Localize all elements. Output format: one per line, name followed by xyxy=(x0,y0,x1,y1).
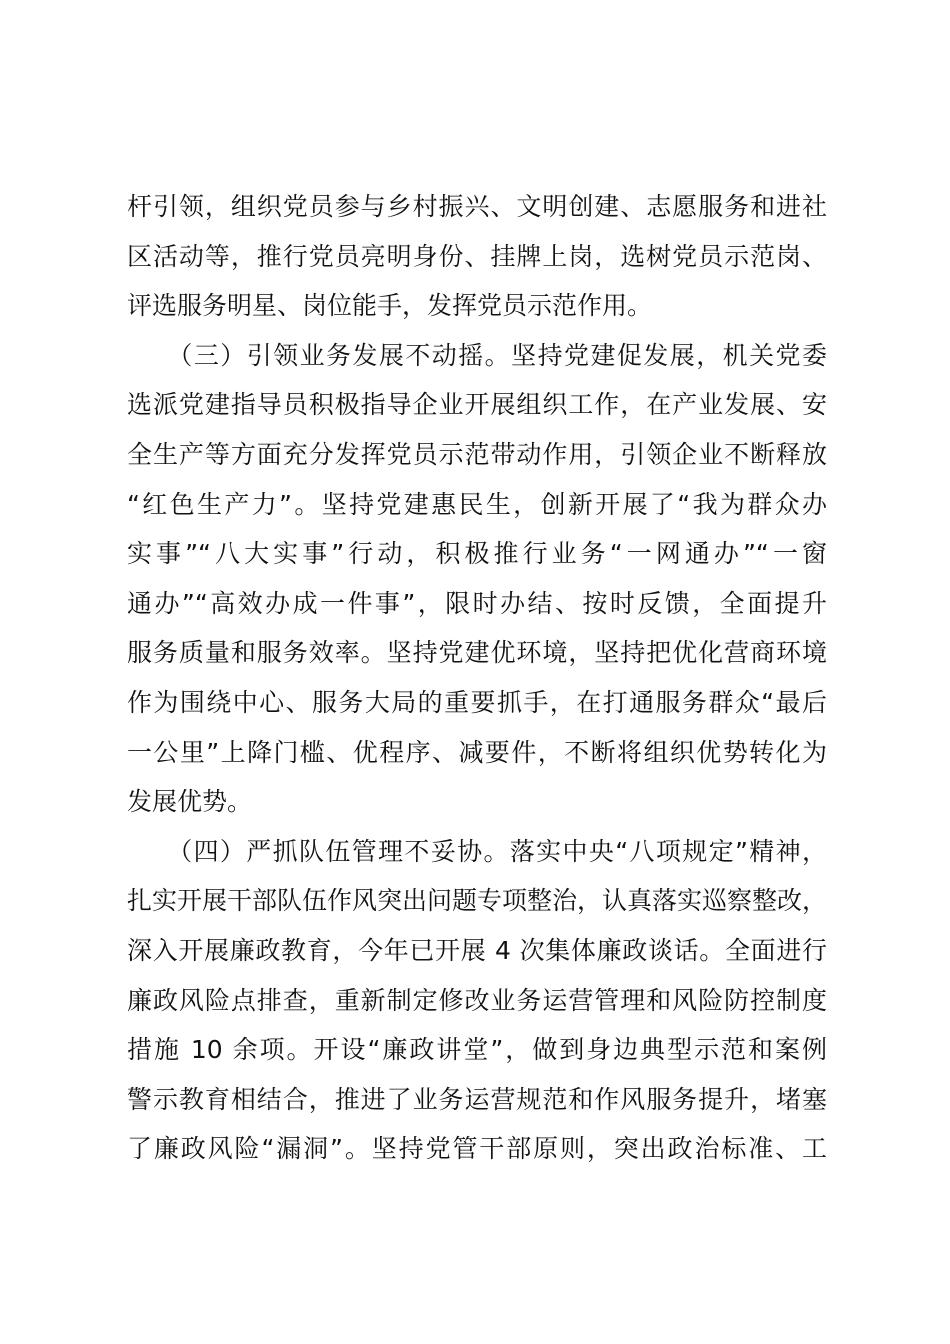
text-line: 措施 10 余项。开设“廉政讲堂”，做到身边典型示范和案例 xyxy=(127,1035,827,1065)
text-line: 了廉政风险“漏洞”。坚持党管干部原则，突出政治标准、工 xyxy=(127,1134,827,1164)
text-line: 实事”“八大实事”行动，积极推行业务“一网通办”“一窗 xyxy=(127,539,827,569)
text-line: “红色生产力”。坚持党建惠民生，创新开展了“我为群众办 xyxy=(127,489,827,519)
text-line: 廉政风险点排查，重新制定修改业务运营管理和风险防控制度 xyxy=(127,985,827,1015)
text-line: 扎实开展干部队伍作风突出问题专项整治，认真落实巡察整改， xyxy=(127,886,828,916)
text-line: 发展优势。 xyxy=(127,787,253,817)
text-line: 杆引领，组织党员参与乡村振兴、文明创建、志愿服务和进社 xyxy=(127,192,827,221)
body-text xyxy=(127,182,827,1174)
text-line: 选派党建指导员积极指导企业开展组织工作，在产业发展、安 xyxy=(127,390,827,420)
text-line: （三）引领业务发展不动摇。坚持党建促发展，机关党委 xyxy=(127,340,827,370)
text-line: 深入开展廉政教育，今年已开展 4 次集体廉政谈话。全面进行 xyxy=(127,935,827,965)
text-line: 警示教育相结合，推进了业务运营规范和作风服务提升，堵塞 xyxy=(127,1084,827,1114)
text-line: 全生产等方面充分发挥党员示范带动作用，引领企业不断释放 xyxy=(127,439,827,469)
text-line: 通办”“高效办成一件事”，限时办结、按时反馈，全面提升 xyxy=(127,588,827,618)
text-line: 服务质量和服务效率。坚持党建优环境，坚持把优化营商环境 xyxy=(127,638,827,668)
text-line: 评选服务明星、岗位能手，发挥党员示范作用。 xyxy=(127,291,653,321)
text-line: 一公里”上降门槛、优程序、减要件，不断将组织优势转化为 xyxy=(127,737,827,767)
text-line: （四）严抓队伍管理不妥协。落实中央“八项规定”精神， xyxy=(127,836,827,866)
text-line: 作为围绕中心、服务大局的重要抓手，在打通服务群众“最后 xyxy=(127,687,827,717)
text-line: 区活动等，推行党员亮明身份、挂牌上岗，选树党员示范岗、 xyxy=(127,241,827,271)
